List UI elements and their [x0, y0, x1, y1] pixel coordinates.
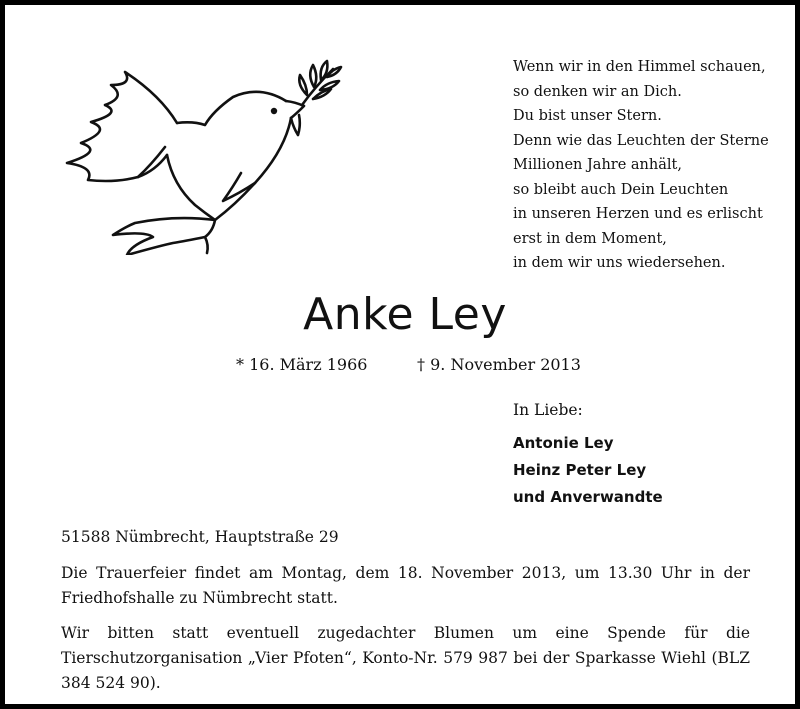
- poem-line: erst in dem Moment,: [513, 230, 667, 247]
- poem-line: in dem wir uns wiedersehen.: [513, 255, 726, 271]
- funeral-info: Die Trauerfeier findet am Montag, dem 18. November 2013, um 13.30 Uhr in der Friedhofshalle zu Nümbrecht statt.: [61, 564, 750, 607]
- mourner-name: und Anverwandte: [513, 488, 663, 506]
- mourners-list: [513, 430, 663, 511]
- death-date: † 9. November 2013: [417, 355, 581, 374]
- mourner-name: Antonie Ley: [513, 434, 614, 452]
- dove-with-olive-branch-icon: [55, 55, 355, 255]
- deceased-name: Anke Ley: [303, 289, 507, 340]
- mourners-intro: In Liebe:: [513, 401, 583, 419]
- poem-line: Wenn wir in den Himmel schauen,: [513, 59, 766, 75]
- birth-date: * 16. März 1966: [236, 355, 368, 374]
- poem-line: in unseren Herzen und es erlischt: [513, 206, 763, 222]
- poem-line: Millionen Jahre anhält,: [513, 157, 682, 173]
- poem-line: so bleibt auch Dein Leuchten: [513, 181, 729, 198]
- memorial-poem: [513, 55, 769, 276]
- donation-info: Wir bitten statt eventuell zugedachter Blumen um eine Spende für die Tierschutzorganisation „Vier Pfoten“, Konto-Nr. 579 987 bei der Sparkasse Wiehl (BLZ 384 524 90).: [61, 624, 750, 692]
- mourner-name: Heinz Peter Ley: [513, 461, 647, 479]
- poem-line: Du bist unser Stern.: [513, 108, 662, 124]
- poem-line: Denn wie das Leuchten der Sterne: [513, 132, 769, 149]
- family-address: 51588 Nümbrecht, Hauptstraße 29: [61, 528, 339, 546]
- poem-line: so denken wir an Dich.: [513, 83, 682, 100]
